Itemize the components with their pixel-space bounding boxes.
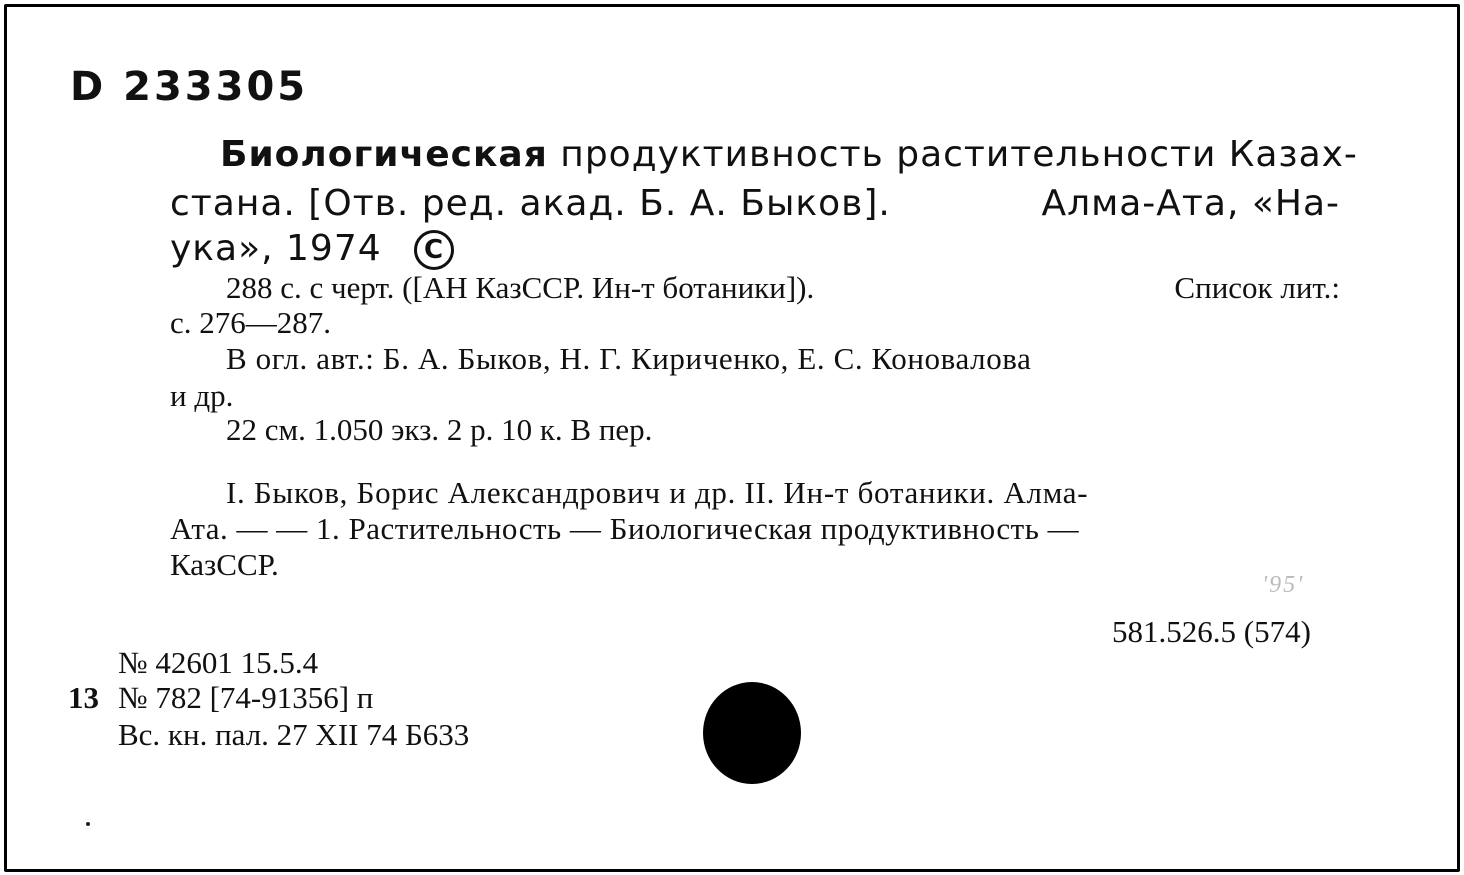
title-line-3 <box>170 228 454 270</box>
title-line-2-left: стана. [Отв. ред. акад. Б. А. Быков]. <box>170 183 891 224</box>
footer-line-2: № 782 [74-91356] п <box>118 680 374 715</box>
footer-prefix-13: 13 <box>68 680 99 715</box>
title-line-1-rest: продуктивность растительности Казах- <box>560 134 1358 175</box>
footer-line-3: Вс. кн. пал. 27 XII 74 Б633 <box>118 717 470 752</box>
pages-line-1-left: 288 с. с черт. ([АН КазССР. Ин-т ботаники]). <box>226 270 815 305</box>
format-line: 22 см. 1.050 экз. 2 р. 10 к. В пер. <box>226 412 653 447</box>
classification-code: 581.526.5 (574) <box>1112 614 1311 649</box>
title-line-2 <box>170 183 1340 224</box>
copyright-icon: C <box>414 230 454 270</box>
authors-line-2: и др. <box>170 378 234 413</box>
subjects-line-2: Ата. — — 1. Растительность — Биологическая продуктивность — <box>170 511 1080 546</box>
pages-line-1-right: Список лит.: <box>1174 270 1340 305</box>
pages-line-2: с. 276—287. <box>170 305 332 340</box>
pages-line-1 <box>226 270 1340 306</box>
faint-pencil-mark: '95' <box>1262 572 1305 598</box>
title-line-2-right: Алма-Ата, «На- <box>1041 183 1340 224</box>
title-bold-word: Биологическая <box>220 134 548 175</box>
footer-line-1: № 42601 15.5.4 <box>118 645 319 680</box>
punch-hole <box>703 682 801 784</box>
subjects-line-3: КазССР. <box>170 547 279 582</box>
title-line-3-text: ука», 1974 <box>170 228 382 269</box>
subjects-line-1: I. Быков, Борис Александрович и др. II. Ин-т ботаники. Алма- <box>226 475 1089 510</box>
authors-line-1: В огл. авт.: Б. А. Быков, Н. Г. Кириченко, Е. С. Коновалова <box>226 341 1032 376</box>
speck-mark <box>86 822 90 826</box>
card-number: D 233305 <box>70 64 309 110</box>
title-line-1 <box>220 134 1358 175</box>
